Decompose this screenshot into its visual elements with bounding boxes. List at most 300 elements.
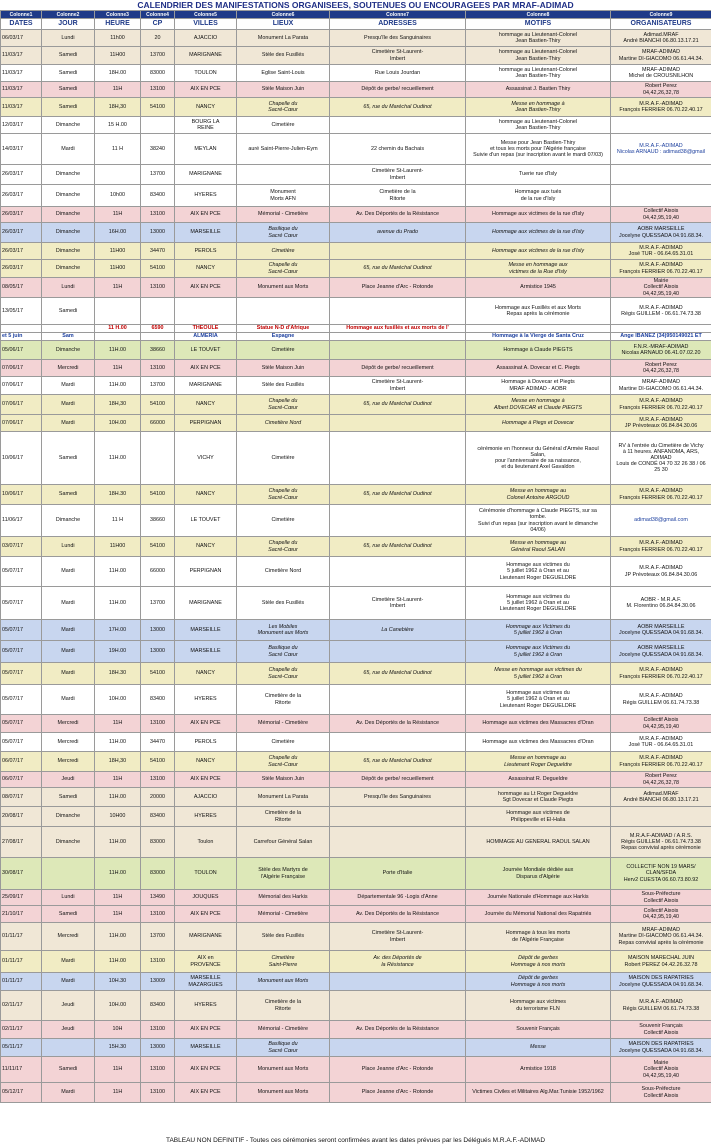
cell-heure: 11H.00 [95,432,141,485]
cell-adresse [330,1039,466,1057]
table-row [1,923,711,951]
cell-organisateur: M.R.A.F.-ADIMAD Régis GUILLEM - 06.61.74.73.38 [611,298,711,325]
cell-lieu: Basilique du Sacré Cœur [237,223,330,243]
cell-ville: THEOULE [175,325,237,333]
header-jour: JOUR [42,19,95,30]
cell-jour: Mardi [42,620,95,641]
cell-heure: 11H.00 [95,923,141,951]
cell-heure: 18H,30 [95,98,141,117]
cell-ville: MARSEILLE [175,641,237,663]
cell-lieu: Stèle Maison Juin [237,82,330,98]
cell-lieu: Mémorial des Harkis [237,890,330,906]
cell-motif: Dépôt de gerbes Hommage à nos morts [466,951,611,973]
cell-lieu: Monument aux Morts [237,1083,330,1103]
cell-date: 05/07/17 [1,587,42,620]
cell-adresse: 65, rue du Maréchal Oudinot [330,260,466,278]
cell-date: 08/07/17 [1,788,42,807]
cell-date [1,325,42,333]
table-row [1,98,711,117]
cell-lieu: Les Mobiles Monument aux Morts [237,620,330,641]
cell-cp: 13100 [141,772,175,788]
cell-heure: 10H.00 [95,685,141,715]
table-row [1,1083,711,1103]
cell-organisateur: Adimad.MRAF André BIANCHI 06.80.13.17.21 [611,788,711,807]
cell-organisateur: Adimad.MRAF André BIANCHI 06.80.13.17.21 [611,30,711,47]
cell-organisateur: M.R.A.F.-ADIMAD Régis GUILLEM 06.61.74.73.38 [611,685,711,715]
cell-adresse: Av. Des Déportés de la Résistance [330,715,466,733]
cell-lieu: Chapelle du Sacré-Cœur [237,663,330,685]
cell-cp: 13700 [141,923,175,951]
cell-organisateur: Collectif Aixois 04,42,95,19,40 [611,715,711,733]
cell-adresse: Dépôt de gerbe/ recueillement [330,772,466,788]
cell-lieu: Basilique du Sacré Cœur [237,1039,330,1057]
cell-cp: 13100 [141,278,175,298]
cell-ville: MEYLAN [175,134,237,165]
cell-cp: 34470 [141,243,175,260]
cell-organisateur: COLLECTIF NON 19 MARS/ CLAN/SFDA Herv2 CUESTA 06.60.73.80.92 [611,858,711,890]
cell-jour: Samedi [42,788,95,807]
cell-adresse [330,341,466,360]
cell-ville: MARSEILLE [175,1039,237,1057]
cell-jour: Samedi [42,65,95,82]
cell-adresse: Départementale 96 -Logis d'Anne [330,890,466,906]
cell-adresse: avenue du Prado [330,223,466,243]
cell-lieu: Stèle Maison Juin [237,772,330,788]
cell-adresse [330,505,466,537]
header-villes: VILLES [175,19,237,30]
cell-date: 05/07/17 [1,663,42,685]
cell-cp: 13700 [141,165,175,185]
cell-heure: 11H.00 [95,951,141,973]
cell-organisateur: Souvenir Français Collectif Aixois [611,1021,711,1039]
cell-organisateur: M.R.A.F.-ADIMAD François FERRIER 06.70.22.40.17 [611,98,711,117]
cell-organisateur: MAISON DES RAPATRIES Jocelyne QUESSADA 04.91.68.34. [611,1039,711,1057]
cell-lieu: Stèle des Fusillés [237,377,330,395]
cell-heure: 16H.00 [95,223,141,243]
cell-heure: 18H.00 [95,65,141,82]
table-row [1,641,711,663]
cell-motif: cérémonie en l'honneur du Général d'Armée Raoul Salan, pour l'anniversaire de sa naissance, et du lieutenant Axel Gavaldon [466,432,611,485]
cell-heure: 11H00 [95,260,141,278]
table-row [1,360,711,377]
cell-adresse: Presqu'île des Sanguinaires [330,788,466,807]
cell-adresse: 65, rue du Maréchal Oudinot [330,98,466,117]
table-row [1,733,711,752]
table-row [1,415,711,432]
cell-ville: NANCY [175,395,237,415]
table-row [1,207,711,223]
cell-ville: MARSEILLE [175,223,237,243]
cell-date: 05/11/17 [1,1039,42,1057]
cell-jour: Dimanche [42,207,95,223]
cell-cp [141,298,175,325]
cell-date: 27/08/17 [1,827,42,858]
cell-cp: 13100 [141,951,175,973]
table-row [1,395,711,415]
cell-heure: 11H00 [95,243,141,260]
cell-organisateur: Sous-Préfecture Collectif Aixois [611,1083,711,1103]
cell-lieu: Chapelle du Sacré-Cœur [237,395,330,415]
cell-motif: Cérémonie d'hommage à Claude PIEGTS, sur sa tombe. Suivi d'un repas (sur inscription avant le dimanche 04/06) [466,505,611,537]
cell-jour [42,858,95,890]
cell-cp: 20 [141,30,175,47]
cell-lieu: Stèle des Fusillés [237,923,330,951]
table-row [1,82,711,98]
cell-organisateur: Collectif Aixois 04,42,95,19,40 [611,207,711,223]
cell-organisateur: Mairie Collectif Aixois 04,42,95,19,40 [611,1057,711,1083]
cell-heure: 11H [95,360,141,377]
cell-organisateur: M.R.A.F.-ADIMAD José TUR - 06.64.65.31.01 [611,733,711,752]
cell-organisateur: M.R.A.F.-ADIMAD François FERRIER 06.70.22.40.17 [611,260,711,278]
cell-organisateur: M.R.A.F.-ADIMAD François FERRIER 06.70.22.40.17 [611,395,711,415]
table-row [1,827,711,858]
cell-cp: 54100 [141,260,175,278]
cell-ville [175,298,237,325]
cell-heure: 11H.00 [95,377,141,395]
cell-lieu: Espagne [237,333,330,341]
cell-cp: 13000 [141,620,175,641]
cell-date: 02/11/17 [1,1021,42,1039]
cell-date: 05/07/17 [1,733,42,752]
table-row [1,973,711,991]
cell-adresse: Cimetière St-Laurent- Imbert [330,165,466,185]
cell-motif: Victimes Civiles et Militaires Alg.Mar.Tunisie 1952/1962 [466,1083,611,1103]
cell-motif: hommage au Lt Roger Degueldre Sgt Dovecar et Claude Piegts [466,788,611,807]
cell-date: 07/06/17 [1,395,42,415]
cell-adresse: Cimetière St-Laurent- Imbert [330,587,466,620]
cell-ville: BOURG LA REINE [175,117,237,134]
cell-cp: 13100 [141,1083,175,1103]
cell-cp: 13700 [141,377,175,395]
cell-lieu: Chapelle du Sacré-Cœur [237,752,330,772]
cell-adresse: 65, rue du Maréchal Oudinot [330,395,466,415]
cell-heure: 11H [95,207,141,223]
cell-lieu: Monument Morts AFN [237,185,330,207]
cell-date: 11/03/17 [1,47,42,65]
table-row [1,30,711,47]
cell-heure: 11H [95,278,141,298]
cell-organisateur: RV à l'entrée du Cimetière de Vichy à 11 heures. ANFANOMA, ARS, ADIMAD Louis de CONDÉ 04 70 32 26 38 / 06 25 30 [611,432,711,485]
cell-jour: Mercredi [42,360,95,377]
cell-ville: Toulon [175,827,237,858]
cell-ville: MARIGNANE [175,923,237,951]
cell-ville: MARIGNANE [175,47,237,65]
cell-jour: Mardi [42,641,95,663]
cell-date: 11/11/17 [1,1057,42,1083]
cell-adresse: Cimetière de la Ritorte [330,185,466,207]
cell-motif: Messe en hommage au Général Raoul SALAN [466,537,611,557]
cell-motif: Hommage aux victimes du 5 juillet 1962 à Oran et au Lieutenant Roger DEGUELDRE [466,587,611,620]
cell-lieu: Cimetière [237,117,330,134]
cell-jour: Mardi [42,663,95,685]
cell-lieu: Chapelle du Sacré-Cœur [237,98,330,117]
cell-ville: AIX EN PCE [175,1057,237,1083]
cell-cp: 13000 [141,223,175,243]
cell-adresse: Presqu'île des Sanguinaires [330,30,466,47]
cell-motif: Hommage aux victimes du 5 juillet 1962 à Oran et au Lieutenant Roger DEGUELDRE [466,557,611,587]
cell-jour: Dimanche [42,223,95,243]
cell-adresse [330,973,466,991]
cell-jour: Dimanche [42,260,95,278]
cell-date: 07/06/17 [1,377,42,395]
cell-date: 05/07/17 [1,685,42,715]
cell-ville: PERPIGNAN [175,557,237,587]
table-row [1,807,711,827]
cell-jour: Lundi [42,890,95,906]
cell-jour: Mardi [42,134,95,165]
cell-organisateur: AOBR - M.R.A.F. M. Florentino 06.84.84.30.06 [611,587,711,620]
cell-date: 08/05/17 [1,278,42,298]
cell-date: 01/11/17 [1,951,42,973]
cell-cp: 54100 [141,395,175,415]
cell-heure: 18H,30 [95,395,141,415]
cell-date: 10/06/17 [1,432,42,485]
cell-lieu: Cimetière [237,733,330,752]
cell-cp: 54100 [141,485,175,505]
cell-cp: 54100 [141,752,175,772]
cell-cp: 83400 [141,685,175,715]
cell-date: 26/03/17 [1,165,42,185]
cell-adresse: 65, rue du Maréchal Oudinot [330,663,466,685]
cell-adresse: Dépôt de gerbe/ recueillement [330,82,466,98]
table-row [1,620,711,641]
cell-ville: MARIGNANE [175,377,237,395]
cell-organisateur: MRAF-ADIMAD Michel de CROUSNILHON [611,65,711,82]
cell-adresse: Rue Louis Jourdan [330,65,466,82]
cell-cp: 83400 [141,185,175,207]
cell-cp: 13100 [141,82,175,98]
table-row [1,298,711,325]
cell-heure: 10H.00 [95,415,141,432]
cell-ville: HYERES [175,991,237,1021]
cell-jour: Jeudi [42,1021,95,1039]
cell-adresse [330,415,466,432]
cell-ville: NANCY [175,752,237,772]
cell-ville: MARSEILLE MAZARGUES [175,973,237,991]
cell-ville: AIX EN PCE [175,906,237,923]
cell-lieu: Monument La Parata [237,788,330,807]
cell-jour: Samedi [42,298,95,325]
cell-lieu: Mémorial - Cimetière [237,715,330,733]
cell-organisateur: MRAF-ADIMAD Martine DI-GIACOMO 06.61.44.34. Repas convivial après la cérémonie [611,923,711,951]
cell-motif: Journée du Mémorial National des Rapatriés [466,906,611,923]
table-row [1,772,711,788]
cell-cp: 83000 [141,858,175,890]
cell-organisateur: M.R.A.F.-ADIMAD José TUR - 06.64.65.31.01 [611,243,711,260]
cell-motif: Hommage à la Vierge de Santa Cruz [466,333,611,341]
table-row [1,223,711,243]
cell-date: 26/03/17 [1,243,42,260]
cell-lieu: Cimetière [237,243,330,260]
cell-jour: Mardi [42,395,95,415]
cell-adresse: Av. des Déportés de la Résistance [330,951,466,973]
cell-organisateur [611,325,711,333]
cell-date: 26/03/17 [1,185,42,207]
cell-lieu: Monument aux Morts [237,278,330,298]
table-row [1,485,711,505]
cell-lieu: Stèle des Fusillés [237,587,330,620]
column-index: Colonne4 [141,11,175,19]
cell-heure: 10h00 [95,185,141,207]
cell-jour: Samedi [42,47,95,65]
cell-heure: 11H [95,890,141,906]
cell-ville: NANCY [175,663,237,685]
table-row [1,117,711,134]
cell-date: 05/07/17 [1,715,42,733]
cell-lieu: Stèle des Martyrs de l'Algérie Française [237,858,330,890]
cell-date: 05/12/17 [1,1083,42,1103]
cell-motif: Hommage aux victimes des Massacres d'Oran [466,715,611,733]
cell-ville: PEROLS [175,733,237,752]
cell-lieu: Cimetière Nord [237,415,330,432]
cell-motif: Hommage à tous les morts de l'Algérie Française [466,923,611,951]
cell-adresse: Place Jeanne d'Arc - Rotonde [330,1083,466,1103]
cell-date: 03/07/17 [1,537,42,557]
cell-lieu: Cimetière de la Ritorte [237,991,330,1021]
cell-ville: HYERES [175,807,237,827]
cell-organisateur: Robert Perez 04,42,26,32,78 [611,82,711,98]
header-lieux: LIEUX [237,19,330,30]
table-row [1,165,711,185]
cell-cp: 34470 [141,733,175,752]
cell-lieu: Stèle Maison Juin [237,360,330,377]
cell-organisateur: MAISON DES RAPATRIES Jocelyne QUESSADA 04.91.68.34. [611,973,711,991]
cell-organisateur: M.R.A.F.-ADIMAD François FERRIER 06.70.22.40.17 [611,752,711,772]
table-row [1,557,711,587]
header-organisateurs: ORGANISATEURS [611,19,711,30]
cell-jour: Samedi [42,82,95,98]
cell-heure: 18H.30 [95,663,141,685]
cell-cp: 38240 [141,134,175,165]
cell-ville: AIX EN PCE [175,278,237,298]
cell-cp: 38660 [141,505,175,537]
cell-heure: 11H [95,772,141,788]
events-table-body [1,11,711,1103]
cell-organisateur: Sous-Préfecture Collectif Aixois [611,890,711,906]
cell-heure: 11H [95,1083,141,1103]
cell-lieu: Cimetière [237,505,330,537]
cell-lieu: Cimetière Saint-Pierre [237,951,330,973]
cell-adresse: Place Jeanne d'Arc - Rotonde [330,1057,466,1083]
cell-date: 12/03/17 [1,117,42,134]
cell-jour: Mardi [42,973,95,991]
cell-adresse [330,432,466,485]
cell-ville: JOUQUES [175,890,237,906]
cell-motif: Hommage à Piegs et Dovecar [466,415,611,432]
table-row [1,991,711,1021]
cell-date: 02/11/17 [1,991,42,1021]
column-index: Colonne9 [611,11,711,19]
cell-adresse [330,685,466,715]
table-row [1,890,711,906]
cell-date: 05/07/17 [1,620,42,641]
cell-jour: Dimanche [42,807,95,827]
cell-motif: hommage au Lieutenant-Colonel Jean Bastien-Thiry [466,30,611,47]
column-index: Colonne2 [42,11,95,19]
cell-adresse [330,827,466,858]
table-row [1,134,711,165]
cell-organisateur: Robert Perez 04,42,26,32,78 [611,772,711,788]
cell-adresse [330,557,466,587]
cell-heure: 18H,30 [95,752,141,772]
cell-lieu: Carrefour Général Salan [237,827,330,858]
table-row [1,858,711,890]
cell-organisateur: Robert Perez 04,42,26,32,78 [611,360,711,377]
cell-heure: 10H.00 [95,991,141,1021]
cell-organisateur [611,117,711,134]
cell-motif: Hommage aux victimes de la rue d'Isly [466,207,611,223]
cell-lieu: Chapelle du Sacré-Cœur [237,485,330,505]
table-row [1,333,711,341]
cell-cp [141,432,175,485]
column-index: Colonne7 [330,11,466,19]
cell-heure: 11 H [95,134,141,165]
cell-lieu: Monument La Parata [237,30,330,47]
cell-motif: Hommage aux tués de la rue d'Isly [466,185,611,207]
cell-motif: Assassinat J. Bastien Thiry [466,82,611,98]
cell-cp [141,333,175,341]
cell-adresse [330,243,466,260]
cell-motif: Messe [466,1039,611,1057]
cell-organisateur [611,807,711,827]
cell-cp: 66000 [141,415,175,432]
cell-organisateur: Mairie Collectif Aixois 04,42,95,19,40 [611,278,711,298]
header-adresses: ADRESSES [330,19,466,30]
cell-jour: Samedi [42,98,95,117]
cell-date: 21/10/17 [1,906,42,923]
cell-motif: Hommage aux Fusillés et aux Morts Repas après la cérémonie [466,298,611,325]
cell-date: 26/03/17 [1,223,42,243]
cell-adresse: Cimetière St-Laurent- Imbert [330,923,466,951]
cell-cp: 13000 [141,1039,175,1057]
cell-date: 05/07/17 [1,641,42,663]
table-row [1,1039,711,1057]
cell-motif: Messe en hommage à Jean Bastien-Thiry [466,98,611,117]
cell-jour: Samedi [42,906,95,923]
cell-jour: Dimanche [42,341,95,360]
cell-ville: HYERES [175,685,237,715]
cell-date: 26/03/17 [1,207,42,223]
cell-adresse: 65, rue du Maréchal Oudinot [330,752,466,772]
cell-organisateur: M.R.A.F.-ADIMAD JP Prévoteaux 06.84.84.30.06 [611,557,711,587]
cell-motif: Messe en hommage au Colonel Antoine ARGOUD [466,485,611,505]
cell-date: 11/03/17 [1,98,42,117]
cell-date: 06/07/17 [1,752,42,772]
table-row [1,752,711,772]
cell-adresse: Porte d'Italie [330,858,466,890]
cell-cp: 54100 [141,663,175,685]
cell-motif: Tuerie rue d'Isly [466,165,611,185]
cell-organisateur: Ange IBANEZ (34)950149021 ET [611,333,711,341]
cell-heure: 15H.30 [95,1039,141,1057]
table-row [1,951,711,973]
cell-date: 05/06/17 [1,341,42,360]
cell-heure: 11H [95,906,141,923]
header-heure: HEURE [95,19,141,30]
cell-ville: AIX EN PCE [175,1083,237,1103]
table-row [1,377,711,395]
cell-organisateur: M.R.A.F.-ADIMAD François FERRIER 06.70.22.40.17 [611,537,711,557]
cell-cp: 13100 [141,715,175,733]
cell-ville: NANCY [175,98,237,117]
cell-date: 11/03/17 [1,65,42,82]
cell-ville: AJACCIO [175,788,237,807]
cell-cp: 13100 [141,207,175,223]
cell-organisateur [611,165,711,185]
cell-ville: AJACCIO [175,30,237,47]
cell-motif: Hommage aux victimes de Philippeville et El-Halia [466,807,611,827]
cell-lieu: Mémorial - Cimetière [237,1021,330,1039]
